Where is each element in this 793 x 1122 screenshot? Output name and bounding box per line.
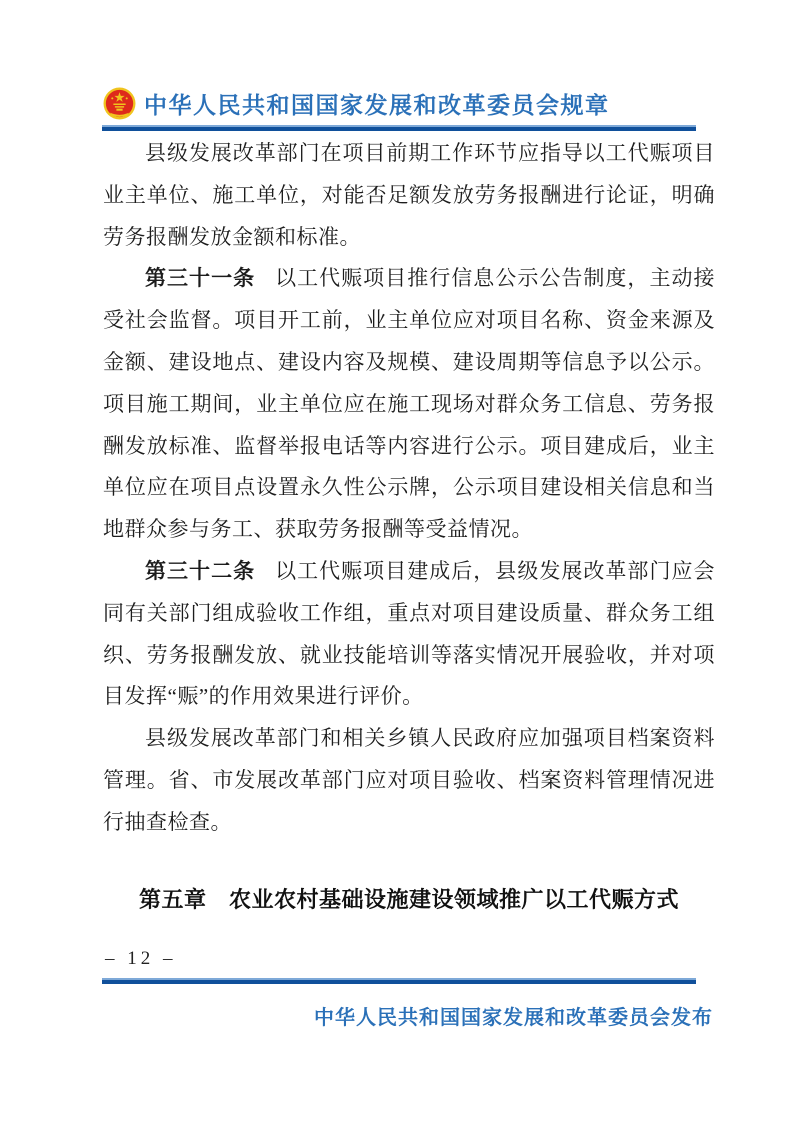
paragraph-text: 县级发展改革部门在项目前期工作环节应指导以工代赈项目业主单位、施工单位，对能否足额发放劳务报酬进行论证，明确劳务报酬发放金额和标准。 [103, 141, 715, 249]
body-paragraph [103, 551, 715, 718]
body-paragraph [103, 718, 715, 843]
paragraph-text: 县级发展改革部门和相关乡镇人民政府应加强项目档案资料管理。省、市发展改革部门应对项目验收、档案资料管理情况进行抽查检查。 [103, 726, 715, 834]
page-number: – 12 – [105, 948, 177, 969]
article-number-label: 第三十一条 [145, 266, 256, 291]
body-paragraph [103, 258, 715, 551]
document-header [103, 84, 715, 122]
paragraph-text: 以工代赈项目建成后，县级发展改革部门应会同有关部门组成验收工作组，重点对项目建设质量、群众务工组织、劳务报酬发放、就业技能培训等落实情况开展验收，并对项目发挥“赈”的作用效果进行评价。 [103, 558, 716, 709]
footer-rule [102, 978, 696, 984]
header-rule [102, 125, 696, 131]
document-header-title: 中华人民共和国国家发展和改革委员会规章 [144, 91, 610, 118]
document-body [103, 133, 715, 844]
footer-publisher: 中华人民共和国国家发展和改革委员会发布 [314, 1007, 713, 1029]
china-national-emblem-icon [103, 87, 136, 120]
paragraph-text: 以工代赈项目推行信息公示公告制度，主动接受社会监督。项目开工前，业主单位应对项目名称、资金来源及金额、建设地点、建设内容及规模、建设周期等信息予以公示。项目施工期间，业主单位应在施工现场对群众务工信息、劳务报酬发放标准、监督举报电话等内容进行公示。项目建成后，业主单位应在项目点设置永久性公示牌，公示项目建设相关信息和当地群众参与务工、获取劳务报酬等受益情况。 [103, 266, 716, 542]
body-paragraph [103, 133, 715, 258]
article-number-label: 第三十二条 [145, 558, 256, 583]
chapter-heading: 第五章 农业农村基础设施建设领域推广以工代赈方式 [138, 887, 679, 912]
